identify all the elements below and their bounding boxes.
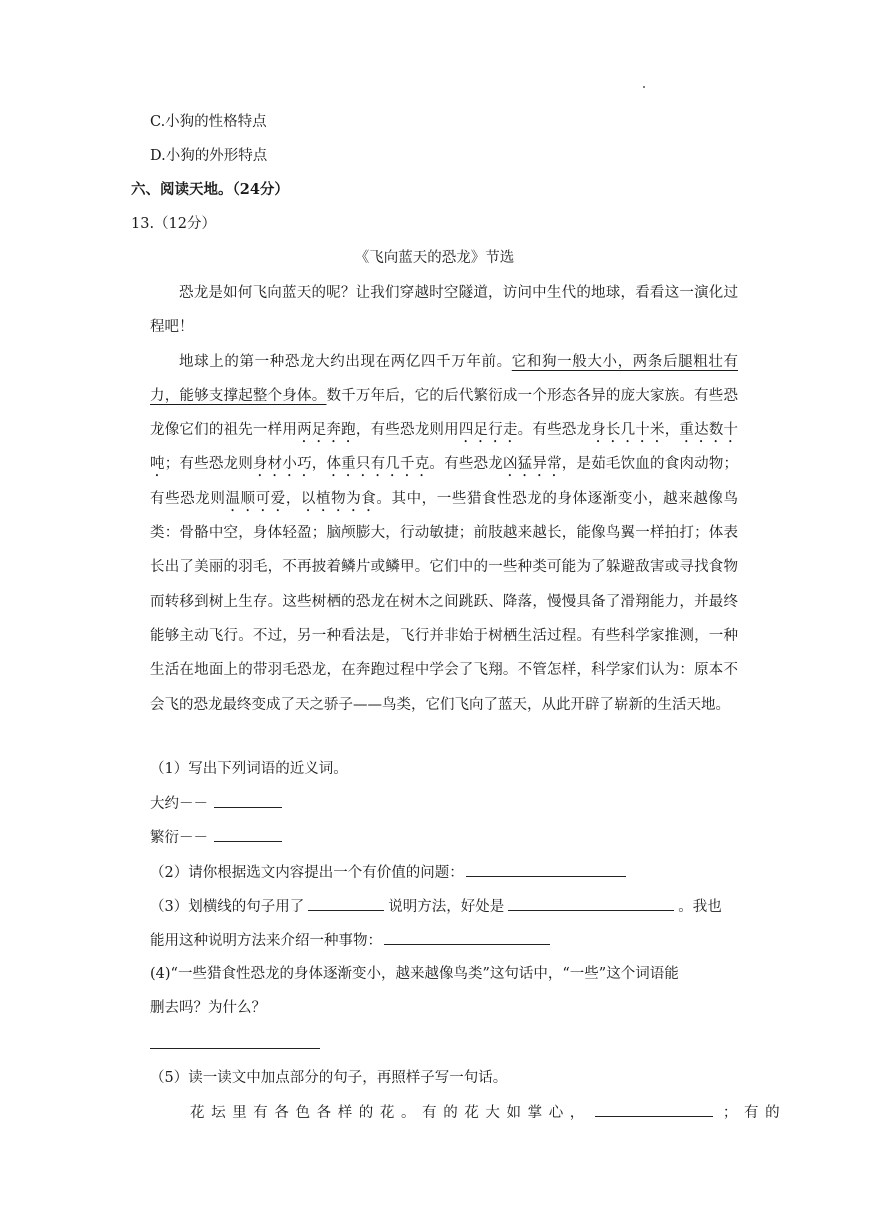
- q5-prompt: （5）读一读文中加点部分的句子，再照样子写一句话。: [150, 1070, 508, 1086]
- p2-text: 。有些恐龙: [429, 456, 503, 473]
- answer-blank[interactable]: [508, 896, 674, 911]
- dotted-phrase: 两足奔跑: [297, 422, 356, 439]
- question-number: 13.（12分）: [131, 216, 217, 232]
- q1-word-a: 大约－－: [150, 796, 208, 812]
- p2-text: ；有些恐龙则: [164, 456, 253, 473]
- dotted-phrase: 四足行走: [458, 422, 518, 439]
- answer-blank[interactable]: [150, 1048, 320, 1049]
- p2-text: 。有些恐龙: [517, 422, 592, 439]
- p2-text: 数千万年后，它的后代繁衍成一个形态各异的庞大家族。有些恐龙像它们的祖先一样用: [150, 387, 739, 439]
- underlined-sentence: 它和狗一般大小，两条后腿粗壮有力，能够支撑起整个身体。: [150, 353, 738, 404]
- p2-text: ，有些恐龙则用: [355, 422, 459, 439]
- q5-example: [190, 1102, 786, 1123]
- header-dot: [643, 86, 645, 88]
- q3-prompt: [150, 896, 722, 917]
- q3-text: 。我也: [678, 899, 722, 915]
- q2-prompt: [150, 862, 626, 883]
- answer-blank[interactable]: [308, 896, 384, 911]
- dotted-phrase: 凶猛异常: [502, 456, 562, 473]
- p2-text: ，是茹毛饮血的食肉动物；有些恐龙则: [150, 456, 739, 507]
- dotted-phrase: 温顺可爱，以植物为食: [225, 490, 377, 507]
- p2-start: 地球上的第一种恐龙大约出现在两亿四千万年前。: [179, 353, 512, 370]
- q4-prompt: (4)“一些猎食性恐龙的身体逐渐变小，越来越像鸟类”这句话中，“一些”这个词语能: [150, 966, 679, 982]
- option-d: D.小狗的外形特点: [150, 148, 268, 164]
- passage-paragraph-2: [150, 345, 738, 722]
- q1-prompt: （1）写出下列词语的近义词。: [150, 761, 348, 777]
- q3-prompt-line-2: [150, 930, 550, 951]
- q1-word-b: 繁衍－－: [150, 830, 208, 846]
- q1-item-b: [150, 827, 282, 848]
- q2-text: （2）请你根据选文内容提出一个有价值的问题：: [150, 865, 464, 881]
- q5-example-text: ；有的: [722, 1105, 787, 1121]
- q3-text: 说明方法，好处是: [388, 899, 505, 915]
- p2-text: 。其中，一些猎食性恐龙的身体逐渐变小，越来越像鸟类：骨骼中空，身体轻盈；脑颅膨大，行动敏捷；前肢越来越长，能像鸟翼一样拍打；体表长出了美丽的羽毛，不再披着鳞片或鳞甲。它们中的一些种类可能为了躲避敌害或寻找食物而转移到树上生存。这些树栖的恐龙在树木之间跳跃、降落，慢慢具备了滑翔能力，并最终能够主动飞行。不过，另一种看法是，飞行并非始于树栖生活过程。有些科学家推测，一种生活在地面上的带羽毛恐龙，在奔跑过程中学会了飞翔。不管怎样，科学家们认为：原本不会飞的恐龙最终变成了天之骄子——鸟类，它们飞向了蓝天，从此开辟了崭新的生活天地。: [150, 490, 739, 713]
- q3-text: （3）划横线的句子用了: [150, 899, 305, 915]
- answer-blank[interactable]: [214, 793, 282, 808]
- answer-blank[interactable]: [214, 827, 282, 842]
- dotted-phrase: 身材小巧，体重只有几千克: [252, 456, 430, 473]
- q3-text: 能用这种说明方法来介绍一种事物：: [150, 933, 382, 949]
- answer-blank[interactable]: [466, 862, 626, 877]
- passage-title: 《飞向蓝天的恐龙》节选: [354, 250, 515, 266]
- q1-item-a: [150, 793, 282, 814]
- passage: [150, 276, 738, 722]
- q5-example-text: 花坛里有各色各样的花。有的花大如掌心，: [190, 1105, 591, 1121]
- passage-paragraph-1: 恐龙是如何飞向蓝天的呢？让我们穿越时空隧道，访问中生代的地球，看看这一演化过程吧！: [150, 285, 738, 336]
- answer-blank[interactable]: [384, 930, 550, 945]
- q4-prompt-line-2: 删去吗？为什么？: [150, 1000, 266, 1016]
- option-c: C.小狗的性格特点: [150, 114, 267, 130]
- answer-blank[interactable]: [595, 1102, 713, 1117]
- section-heading: 六、阅读天地。（24分）: [131, 181, 289, 198]
- dotted-phrase: 身长几十米，重达数十吨: [150, 422, 739, 473]
